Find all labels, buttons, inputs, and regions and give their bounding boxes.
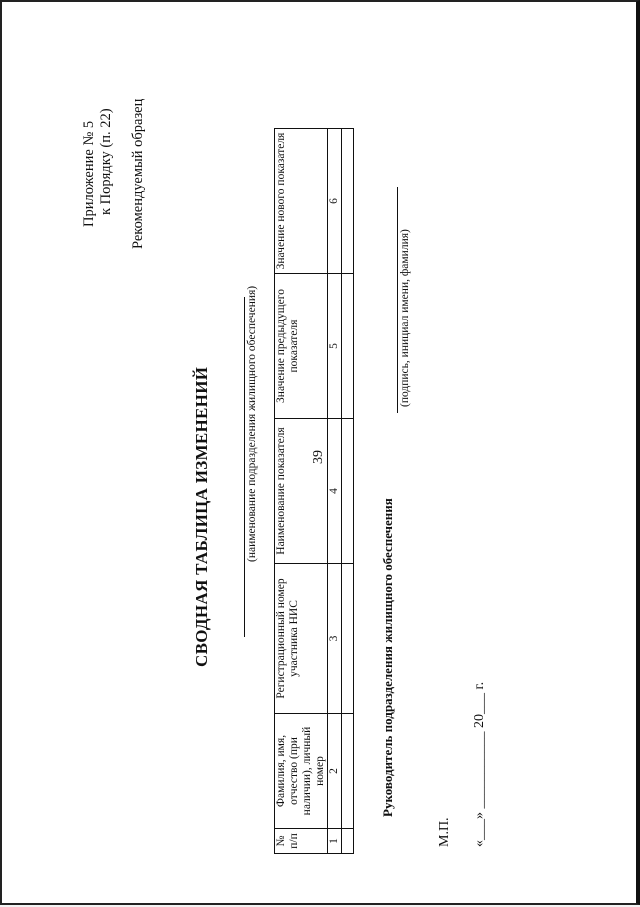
table-row: [342, 129, 354, 854]
empty-cell: [342, 714, 354, 829]
table-header-row: [275, 129, 328, 854]
header-cell-number: № п/п: [275, 829, 328, 854]
subdivision-line: [244, 297, 245, 637]
appendix-line2: к Порядку (п. 22): [98, 108, 114, 215]
empty-cell: [342, 419, 354, 564]
table-number-row: [328, 129, 342, 854]
signature-caption: (подпись, инициал имени, фамилия): [399, 229, 411, 407]
changes-table: [274, 128, 354, 854]
appendix-line1: Приложение № 5: [81, 120, 97, 227]
empty-cell: [342, 129, 354, 274]
subdivision-caption: (наименование подразделения жилищного обеспечения): [246, 285, 258, 562]
header-cell-new-value: Значение нового показателя: [275, 129, 328, 274]
empty-cell: [342, 564, 354, 714]
empty-cell: [342, 274, 354, 419]
number-cell: 2: [328, 714, 342, 829]
header-cell-indicator: Наименование показателя: [275, 419, 328, 564]
stamp-label: М.П.: [437, 817, 452, 847]
head-label: Руководитель подразделения жилищного обеспечения: [380, 498, 395, 817]
number-cell: 6: [328, 129, 342, 274]
rotated-content: [2, 2, 640, 907]
header-cell-prev-value: Значение предыдущего показателя: [275, 274, 328, 419]
recommended-sample: Рекомендуемый образец: [130, 98, 146, 249]
signature-line: [397, 187, 398, 413]
number-cell: 4: [328, 419, 342, 564]
empty-cell: [342, 829, 354, 854]
date-line: «___» ___________ 20___ г.: [472, 681, 487, 847]
header-cell-name: Фамилия, имя, отчество (при наличии), личный номер: [275, 714, 328, 829]
number-cell: 1: [328, 829, 342, 854]
header-cell-reg-number: Регистрационный номер участника НИС: [275, 564, 328, 714]
number-cell: 3: [328, 564, 342, 714]
document-title: СВОДНАЯ ТАБЛИЦА ИЗМЕНЕНИЙ: [192, 366, 211, 667]
page-number: 39: [311, 450, 326, 464]
number-cell: 5: [328, 274, 342, 419]
